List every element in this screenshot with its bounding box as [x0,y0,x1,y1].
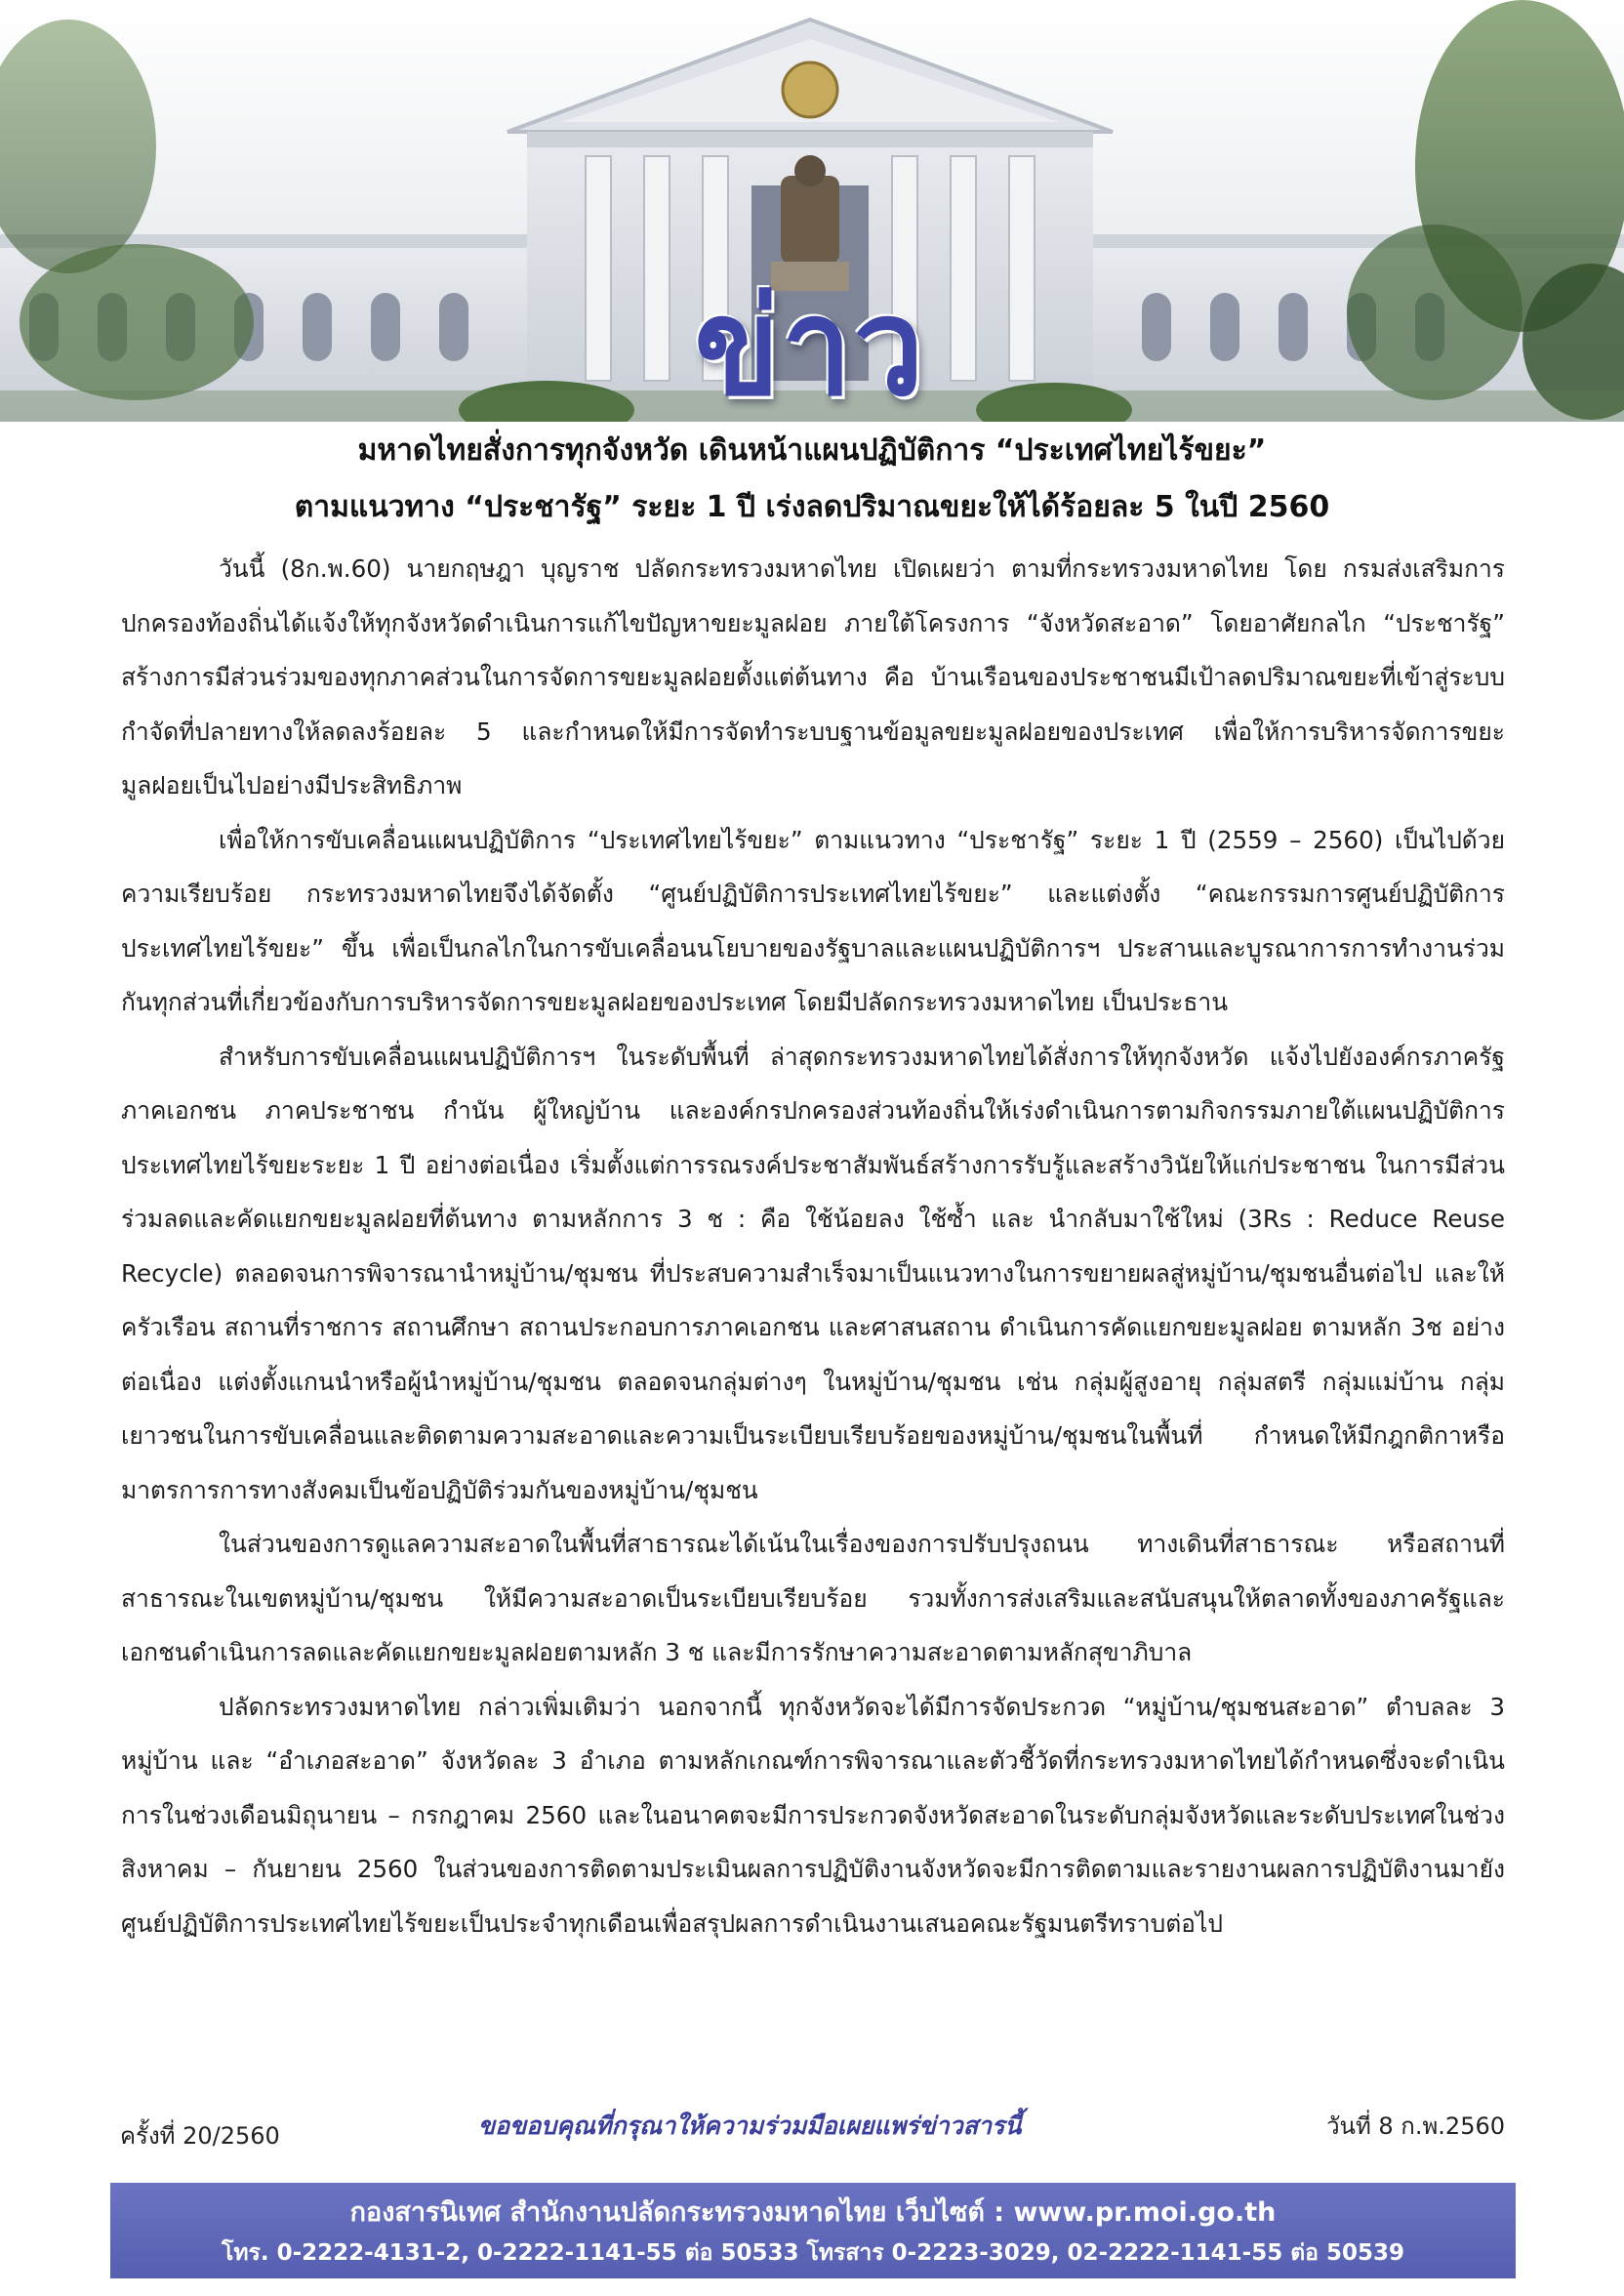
contact-phone-fax: โทร. 0-2222-4131-2, 0-2222-1141-55 ต่อ 50533 โทรสาร 0-2223-3029, 02-2222-1141-55 ต่อ 50539 [221,2240,1404,2266]
contact-office-website: กองสารนิเทศ สำนักงานปลัดกระทรวงมหาดไทย เว็บไซต์ : www.pr.moi.go.th [349,2197,1277,2228]
paragraph-5: ปลัดกระทรวงมหาดไทย กล่าวเพิ่มเติมว่า นอกจากนี้ ทุกจังหวัดจะได้มีการจัดประกวด “หมู่บ้าน/ชุมชนสะอาด” ตำบลละ 3 หมู่บ้าน และ “อำเภอสะอาด” จังหวัดละ 3 อำเภอ ตามหลักเกณฑ์การพิจารณาและตัวชี้วัดที่กระทรวงมหาดไทยได้กำหนดซึ่งจะดำเนินการในช่วงเดือนมิถุนายน – กรกฎาคม 2560 และในอนาคตจะมีการประกวดจังหวัดสะอาดในระดับกลุ่มจังหวัดและระดับประเทศในช่วงสิงหาคม – กันยายน 2560 ในส่วนของการติดตามประเมินผลการปฏิบัติงานจังหวัดจะมีการติดตามและรายงานผลการปฏิบัติงานมายังศูนย์ปฏิบัติการประเทศไทยไร้ขยะเป็นประจำทุกเดือนเพื่อสรุปผลการดำเนินงานเสนอคณะรัฐมนตรีทราบต่อไป [121,1692,1505,1938]
issue-number: ครั้งที่ 20/2560 [120,2122,280,2150]
paragraph-2: เพื่อให้การขับเคลื่อนแผนปฏิบัติการ “ประเทศไทยไร้ขยะ” ตามแนวทาง “ประชารัฐ” ระยะ 1 ปี (2559 – 2560) เป็นไปด้วยความเรียบร้อย กระทรวงมหาดไทยจึงได้จัดตั้ง “ศูนย์ปฏิบัติการประเทศไทยไร้ขยะ” และแต่งตั้ง “คณะกรรมการศูนย์ปฏิบัติการประเทศไทยไร้ขยะ” ขึ้น เพื่อเป็นกลไกในการขับเคลื่อนนโยบายของรัฐบาลและแผนปฏิบัติการฯ ประสานและบูรณาการการทำงานร่วมกันทุกส่วนที่เกี่ยวข้องกับการบริหารจัดการขยะมูลฝอยของประเทศ โดยมีปลัดกระทรวงมหาดไทย เป็นประธาน [121,825,1505,1016]
release-date: วันที่ 8 ก.พ.2560 [1326,2112,1505,2140]
header-banner [0,0,1624,422]
paragraph-1: วันนี้ (8ก.พ.60) นายกฤษฎา บุญราช ปลัดกระทรวงมหาดไทย เปิดเผยว่า ตามที่กระทรวงมหาดไทย โดย กรมส่งเสริมการปกครองท้องถิ่นได้แจ้งให้ทุกจังหวัดดำเนินการแก้ไขปัญหาขยะมูลฝอย ภายใต้โครงการ “จังหวัดสะอาด” โดยอาศัยกลไก “ประชารัฐ” สร้างการมีส่วนร่วมของทุกภาคส่วนในการจัดการขยะมูลฝอยตั้งแต่ต้นทาง คือ บ้านเรือนของประชาชนมีเป้าลดปริมาณขยะที่เข้าสู่ระบบกำจัดที่ปลายทางให้ลดลงร้อยละ 5 และกำหนดให้มีการจัดทำระบบฐานข้อมูลขยะมูลฝอยของประเทศ เพื่อให้การบริหารจัดการขยะมูลฝอยเป็นไปอย่างมีประสิทธิภาพ [121,554,1505,800]
article-body [121,542,1505,1950]
headline-line-2: ตามแนวทาง “ประชารัฐ” ระยะ 1 ปี เร่งลดปริมาณขยะให้ได้ร้อยละ 5 ในปี 2560 [294,490,1330,524]
headline-line-1: มหาดไทยสั่งการทุกจังหวัด เดินหน้าแผนปฏิบัติการ “ประเทศไทยไร้ขยะ” [357,433,1267,468]
paragraph-3: สำหรับการขับเคลื่อนแผนปฏิบัติการฯ ในระดับพื้นที่ ล่าสุดกระทรวงมหาดไทยได้สั่งการให้ทุกจังหวัด แจ้งไปยังองค์กรภาครัฐ ภาคเอกชน ภาคประชาชน กำนัน ผู้ใหญ่บ้าน และองค์กรปกครองส่วนท้องถิ่นให้เร่งดำเนินการตามกิจกรรมภายใต้แผนปฏิบัติการประเทศไทยไร้ขยะระยะ 1 ปี อย่างต่อเนื่อง เริ่มตั้งแต่การรณรงค์ประชาสัมพันธ์สร้างการรับรู้และสร้างวินัยให้แก่ประชาชน ในการมีส่วนร่วมลดและคัดแยกขยะมูลฝอยที่ต้นทาง ตามหลักการ 3 ช : คือ ใช้น้อยลง ใช้ซ้ำ และ นำกลับมาใช้ใหม่ (3Rs : Reduce Reuse Recycle) ตลอดจนการพิจารณานำหมู่บ้าน/ชุมชน ที่ประสบความสำเร็จมาเป็นแนวทางในการขยายผลสู่หมู่บ้าน/ชุมชนอื่นต่อไป และให้ครัวเรือน สถานที่ราชการ สถานศึกษา สถานประกอบการภาคเอกชน และศาสนสถาน ดำเนินการคัดแยกขยะมูลฝอย ตามหลัก 3ช อย่างต่อเนื่อง แต่งตั้งแกนนำหรือผู้นำหมู่บ้าน/ชุมชน ตลอดจนกลุ่มต่างๆ ในหมู่บ้าน/ชุมชน เช่น กลุ่มผู้สูงอายุ กลุ่มสตรี กลุ่มแม่บ้าน กลุ่มเยาวชนในการขับเคลื่อนและติดตามความสะอาดและความเป็นระเบียบเรียบร้อยของหมู่บ้าน/ชุมชนในพื้นที่ กำหนดให้มีกฎกติกาหรือมาตรการการทางสังคมเป็นข้อปฏิบัติร่วมกันของหมู่บ้าน/ชุมชน [121,1042,1505,1504]
paragraph-4: ในส่วนของการดูแลความสะอาดในพื้นที่สาธารณะได้เน้นในเรื่องของการปรับปรุงถนน ทางเดินที่สาธารณะ หรือสถานที่สาธารณะในเขตหมู่บ้าน/ชุมชน ให้มีความสะอาดเป็นระเบียบเรียบร้อย รวมทั้งการส่งเสริมและสนับสนุนให้ตลาดทั้งของภาครัฐและเอกชนดำเนินการลดและคัดแยกขยะมูลฝอยตามหลัก 3 ช และมีการรักษาความสะอาดตามหลักสุขาภิบาล [121,1530,1505,1666]
masthead-title: ข่าว [694,269,926,422]
thanks-note: ขอขอบคุณที่กรุณาให้ความร่วมมือเผยแพร่ข่าวสารนี้ [478,2112,1022,2140]
contact-band [110,2183,1516,2278]
